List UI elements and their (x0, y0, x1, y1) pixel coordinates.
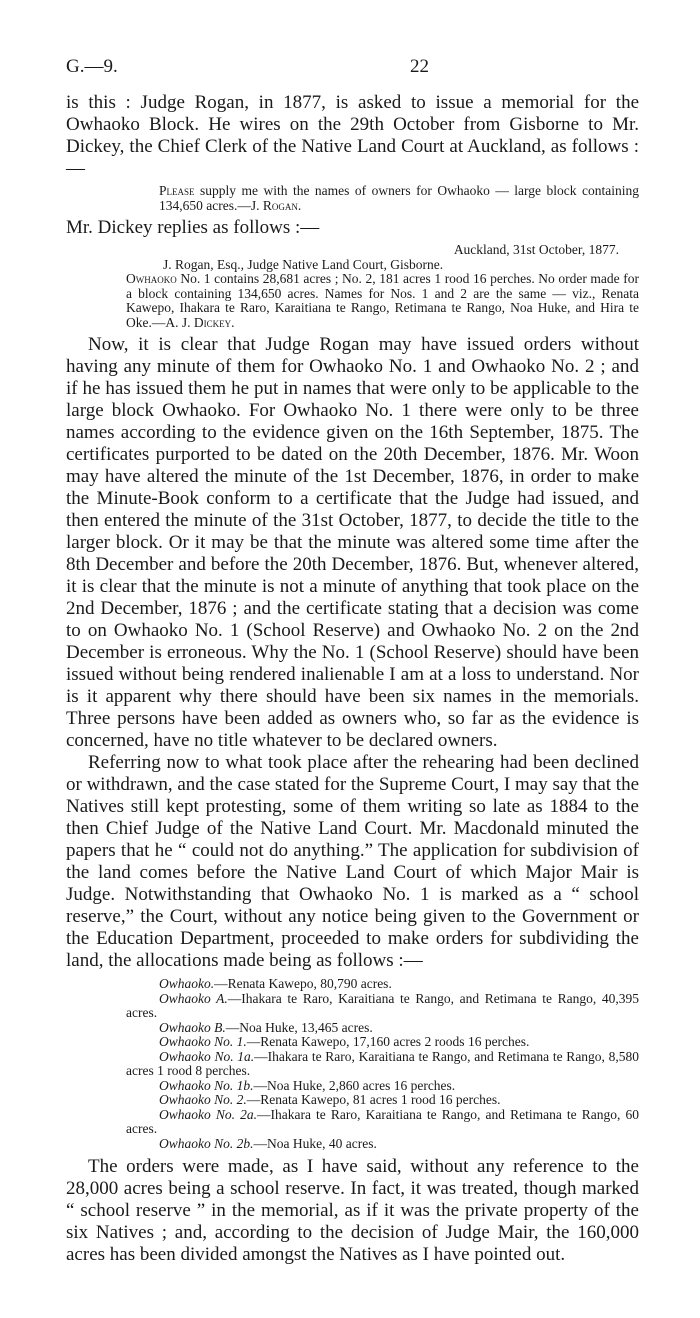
document-reference: G.—9. (66, 56, 118, 77)
telegram-quote (159, 184, 639, 213)
letter-address: J. Rogan, Esq., Judge Native Land Court, Gisborne. (163, 256, 444, 272)
page-header (66, 56, 636, 78)
allocation-detail: —Renata Kawepo, 17,160 acres 2 roods 16 perches. (246, 1034, 530, 1049)
telegram-signature: J. Rogan. (250, 197, 302, 213)
telegram-text: supply me with the names of owners for Owhaoko — large block containing 134,650 acres.— (159, 183, 639, 213)
letter-body (126, 272, 639, 330)
allocation-block: Owhaoko No. 2b. (159, 1135, 254, 1151)
allocation-block: Owhaoko No. 2. (159, 1092, 247, 1107)
document-body (66, 92, 639, 1266)
allocation-detail: —Ihakara te Raro, Karaitiana te Rango, and Retimana te Rango, 60 acres. (126, 1106, 640, 1136)
allocation-item (126, 1079, 639, 1094)
allocation-item (126, 1021, 639, 1036)
allocation-block: Owhaoko No. 1a. (159, 1048, 255, 1064)
allocation-detail: —Renata Kawepo, 80,790 acres. (214, 976, 392, 991)
allocation-detail: —Noa Huke, 13,465 acres. (225, 1019, 373, 1035)
paragraph-5: The orders were made, as I have said, without any reference to the 28,000 acres being a school reserve. In fact, it was treated, though marked “ school reserve ” in the memorial, as if it was the private property of the six Natives ; and, according to the decision of Judge Mair, the 160,000 acres has been divided amongst the Natives as I have pointed out. (66, 1156, 639, 1265)
allocation-block: Owhaoko No. 1b. (159, 1077, 254, 1093)
letter-date: Auckland, 31st October, 1877. (453, 242, 619, 257)
paragraph-3: Now, it is clear that Judge Rogan may have issued orders without having any minute of them for Owhaoko No. 1 and Owhaoko No. 2 ; and if he has issued them he put in names that were only to be applicable to the large block Owhaoko. For Owhaoko No. 1 there were only to be three names according to the evidence given on the 16th September, 1875. The certificates purported to be dated on the 20th December, 1876. Mr. Woon may have altered the minute of the 1st December, 1876, in order to make the Minute-Book conform to a certificate that the Judge had issued, and then entered the minute of the 31st October, 1877, to decide the title to the larger block. Or it may be that the minute was altered some time after the 8th December and before the 20th December, 1876. But, whenever altered, it is clear that the minute is not a minute of anything that took place on the 2nd December, 1876 ; and the certificate stating that a decision was come to on Owhaoko No. 1 (School Reserve) and Owhaoko No. 2 on the 2nd December is erroneous. Why the No. 1 (School Reserve) should have been issued without being rendered inalienable I am at a loss to understand. Nor is it apparent why there should have been six names in the memorials. Three persons have been added as owners who, so far as the evidence is concerned, have no title whatever to be declared owners. (66, 334, 639, 751)
paragraph-4: Referring now to what took place after the rehearing had been declined or withdrawn, and the case stated for the Supreme Court, I may say that the Natives still kept protesting, some of them writing so late as 1884 to the then Chief Judge of the Native Land Court. Mr. Macdonald minuted the papers that he “ could not do anything.” The application for subdivision of the land comes before the Native Land Court of which Major Mair is Judge. Notwithstanding that Owhaoko No. 1 is marked as a “ school reserve,” the Court, without any notice being given to the Government or the Education Department, proceeded to make orders for subdividing the land, the allocations made being as follows :— (66, 752, 639, 971)
allocation-item (126, 1137, 639, 1152)
allocation-detail: —Ihakara te Raro, Karaitiana te Rango, and Retimana te Rango, 8,580 acres 1 rood 8 perches. (126, 1048, 640, 1078)
paragraph-2: Mr. Dickey replies as follows :— (66, 217, 320, 238)
allocation-block: Owhaoko A. (159, 990, 228, 1006)
allocation-item (126, 992, 639, 1021)
page-number: 22 (410, 56, 429, 77)
paragraph-1: is this : Judge Rogan, in 1877, is asked to issue a memorial for the Owhaoko Block. He wires on the 29th October from Gisborne to Mr. Dickey, the Chief Clerk of the Native Land Court at Auckland, as follows :— (66, 92, 639, 179)
allocation-block: Owhaoko No. 1. (159, 1034, 247, 1049)
allocation-item (126, 977, 639, 992)
allocation-block: Owhaoko B. (159, 1019, 226, 1035)
allocation-block: Owhaoko. (159, 976, 215, 991)
allocation-item (126, 1050, 639, 1079)
allocation-detail: —Ihakara te Raro, Karaitiana te Rango, and Retimana te Rango, 40,395 acres. (126, 990, 640, 1020)
allocation-block: Owhaoko No. 2a. (159, 1106, 257, 1122)
allocation-item (126, 1035, 639, 1050)
allocation-detail: —Noa Huke, 2,860 acres 16 perches. (253, 1077, 456, 1093)
allocation-item (126, 1093, 639, 1108)
telegram-lead: Please (159, 183, 195, 198)
allocation-detail: —Noa Huke, 40 acres. (253, 1135, 377, 1151)
allocation-detail: —Renata Kawepo, 81 acres 1 rood 16 perches. (246, 1092, 501, 1107)
letter-text: No. 1 contains 28,681 acres ; No. 2, 181 acres 1 rood 16 perches. No order made for a block containing 134,650 acres. Names for Nos. 1 and 2 are the same — viz., Renata Kawepo, Ihakara te Raro, Karaitiana te Rango, Retimana te Rango, Noa Huke, and Hira te Oke.— (126, 271, 639, 330)
allocations-list (126, 977, 639, 1151)
allocation-item (126, 1108, 639, 1137)
letter-quote (126, 243, 639, 330)
letter-lead: Owhaoko (126, 271, 177, 286)
letter-signature: A. J. Dickey. (165, 314, 235, 330)
